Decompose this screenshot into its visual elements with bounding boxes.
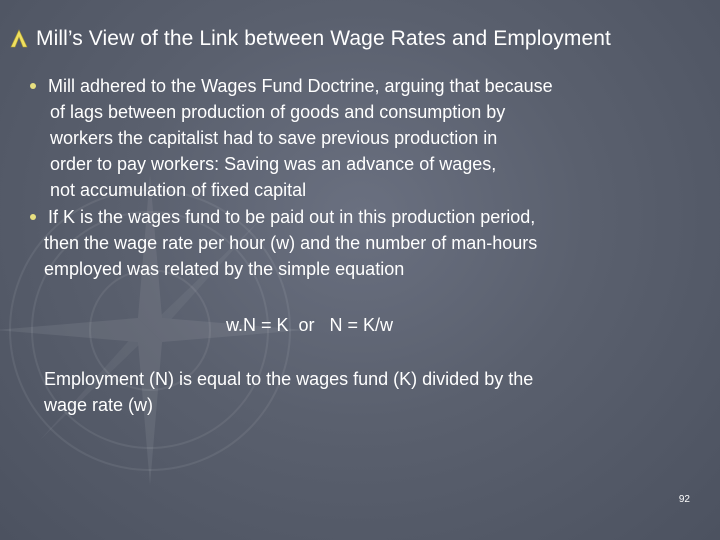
bullet-item-equation-intro	[30, 204, 710, 282]
bullet-item-wages-fund	[30, 73, 710, 203]
bullet-line: then the wage rate per hour (w) and the number of man-hours	[44, 233, 538, 253]
bullet-line: employed was related by the simple equation	[44, 259, 405, 279]
caret-arrow-icon	[10, 29, 28, 49]
wages-fund-equation: w.N = K or N = K/w	[226, 315, 394, 335]
note-line: Employment (N) is equal to the wages fund (K) divided by the	[44, 369, 534, 389]
slide-title-row	[8, 22, 713, 56]
dot-bullet-icon	[30, 214, 36, 220]
bullet-line: If K is the wages fund to be paid out in this production period,	[48, 207, 536, 227]
note-line: wage rate (w)	[44, 395, 154, 415]
bullet-line: workers the capitalist had to save previous production in	[50, 128, 498, 148]
page-number: 92	[678, 494, 690, 505]
bullet-line: of lags between production of goods and consumption by	[50, 102, 506, 122]
bullet-line: not accumulation of fixed capital	[50, 180, 307, 200]
slide-title: Mill’s View of the Link between Wage Rates and Employment	[36, 27, 611, 50]
employment-note	[44, 366, 533, 418]
bullet-line: order to pay workers: Saving was an advance of wages,	[50, 154, 497, 174]
bullet-line: Mill adhered to the Wages Fund Doctrine, arguing that because	[48, 76, 553, 96]
dot-bullet-icon	[30, 83, 36, 89]
